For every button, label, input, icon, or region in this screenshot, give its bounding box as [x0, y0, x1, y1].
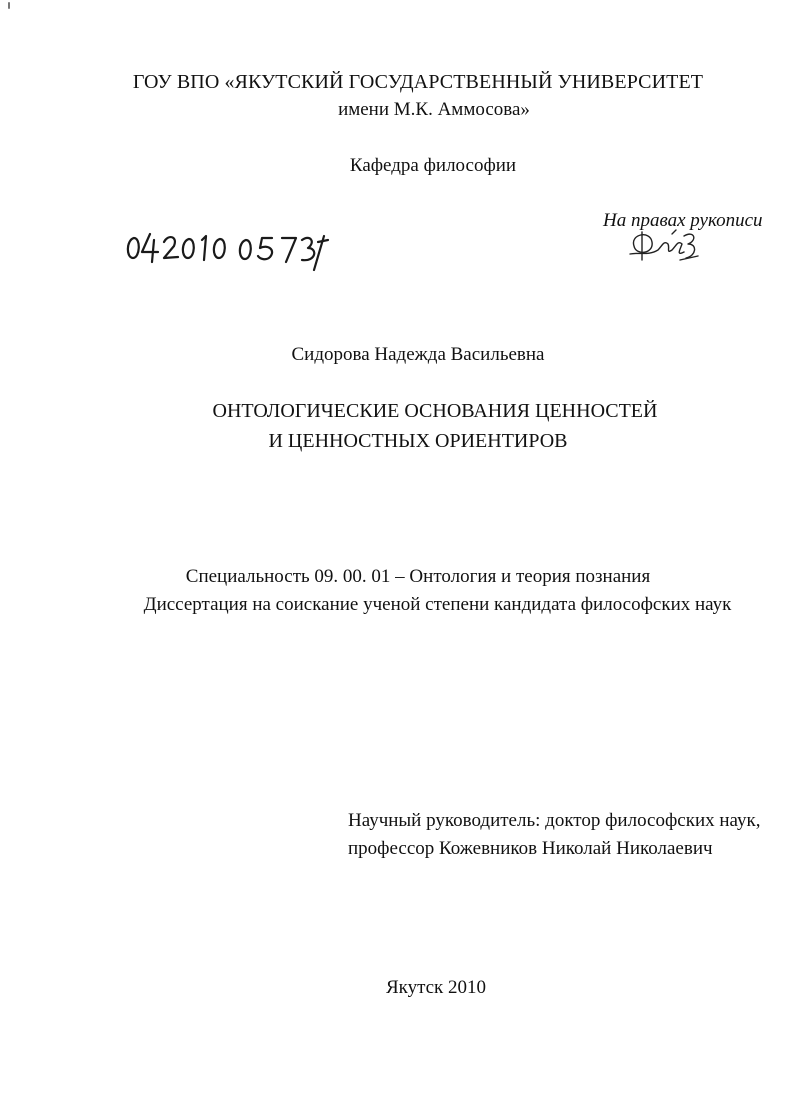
dissertation-title-line-1: ОНТОЛОГИЧЕСКИЕ ОСНОВАНИЯ ЦЕННОСТЕЙ [212, 400, 658, 422]
author-name: Сидорова Надежда Васильевна [291, 344, 545, 365]
degree-statement: Диссертация на соискание ученой степени кандидата философских наук [143, 594, 732, 615]
department: Кафедра философии [349, 155, 517, 176]
dissertation-title-line-2: И ЦЕННОСТНЫХ ОРИЕНТИРОВ [268, 430, 568, 452]
organization-line-1: ГОУ ВПО «ЯКУТСКИЙ ГОСУДАРСТВЕННЫЙ УНИВЕРСИТЕТ [132, 71, 704, 93]
specialty: Специальность 09. 00. 01 – Онтология и теория познания [185, 566, 651, 587]
scan-speck [8, 2, 10, 9]
organization-line-2: имени М.К. Аммосова» [338, 99, 530, 120]
manuscript-note: На правах рукописи [603, 210, 763, 231]
supervisor-line-1: Научный руководитель: доктор философских наук, [348, 810, 761, 831]
signature [628, 226, 702, 266]
city-year: Якутск 2010 [385, 977, 487, 998]
supervisor-line-2: профессор Кожевников Николай Николаевич [348, 838, 713, 859]
handwritten-registration-number [124, 226, 334, 272]
